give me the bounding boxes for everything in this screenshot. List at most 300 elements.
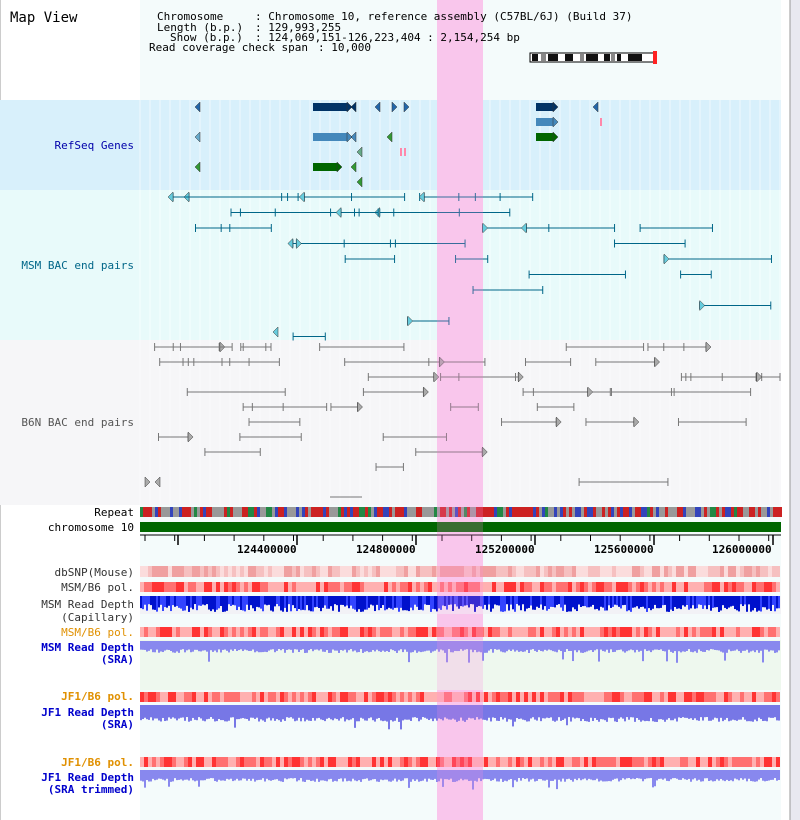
track-label-refseq[interactable]: RefSeq Genes xyxy=(54,139,134,152)
depth-bar xyxy=(614,770,616,779)
repeat-element xyxy=(167,507,170,517)
polymorphism-cell xyxy=(768,692,772,702)
depth-bar xyxy=(760,596,762,611)
polymorphism-cell xyxy=(416,692,420,702)
depth-bar xyxy=(228,596,230,604)
depth-bar xyxy=(412,705,414,717)
depth-bar xyxy=(722,770,724,780)
ideogram-band xyxy=(586,54,598,61)
polymorphism-cell xyxy=(252,627,256,637)
depth-bar xyxy=(488,596,490,604)
depth-bar xyxy=(146,770,148,780)
polymorphism-cell xyxy=(620,566,624,577)
depth-bar xyxy=(568,596,570,611)
polymorphism-cell xyxy=(224,757,228,767)
depth-bar xyxy=(256,641,258,651)
polymorphism-cell xyxy=(392,692,396,702)
repeat-element xyxy=(434,507,437,517)
depth-bar xyxy=(606,596,608,610)
polymorphism-cell xyxy=(744,757,748,767)
polymorphism-cell xyxy=(424,582,428,592)
depth-bar xyxy=(684,641,686,652)
depth-bar xyxy=(712,596,714,608)
depth-bar xyxy=(308,596,310,610)
repeat-element xyxy=(587,507,590,517)
polymorphism-cell xyxy=(516,757,520,767)
depth-bar xyxy=(768,705,770,717)
repeat-element xyxy=(215,507,218,517)
refseq-gene xyxy=(600,118,602,126)
depth-bar xyxy=(276,770,278,779)
polymorphism-cell xyxy=(432,627,436,637)
polymorphism-cell xyxy=(496,692,500,702)
polymorphism-cell xyxy=(372,692,376,702)
depth-bar xyxy=(624,705,626,721)
polymorphism-cell xyxy=(376,627,380,637)
polymorphism-cell xyxy=(212,582,216,592)
depth-bar xyxy=(148,596,150,604)
depth-bar xyxy=(336,705,338,719)
polymorphism-cell xyxy=(204,692,208,702)
depth-bar xyxy=(248,641,250,651)
depth-bar xyxy=(734,770,736,778)
depth-bar xyxy=(598,770,600,782)
depth-bar xyxy=(610,596,612,608)
polymorphism-cell xyxy=(488,627,492,637)
polymorphism-cell xyxy=(528,757,532,767)
depth-bar xyxy=(302,641,304,649)
polymorphism-cell xyxy=(348,627,352,637)
polymorphism-cell xyxy=(420,757,424,767)
polymorphism-cell xyxy=(188,566,192,577)
depth-bar xyxy=(300,641,302,650)
polymorphism-cell xyxy=(716,757,720,767)
depth-bar xyxy=(602,705,604,719)
depth-bar xyxy=(544,596,546,606)
depth-bar xyxy=(276,641,278,651)
depth-bar xyxy=(316,705,318,718)
depth-bar xyxy=(574,596,576,609)
track-label-chromosome[interactable]: chromosome 10 xyxy=(47,521,134,534)
polymorphism-cell xyxy=(172,692,176,702)
polymorphism-cell xyxy=(400,692,404,702)
polymorphism-cell xyxy=(664,627,668,637)
track-label-msm-depth-sra-sub: (SRA) xyxy=(100,653,134,666)
depth-bar xyxy=(760,641,762,651)
depth-bar xyxy=(270,596,272,611)
polymorphism-cell xyxy=(284,566,288,577)
polymorphism-cell xyxy=(584,566,588,577)
depth-bar xyxy=(598,641,600,662)
polymorphism-cell xyxy=(340,566,344,577)
depth-bar xyxy=(704,705,706,717)
polymorphism-cell xyxy=(324,757,328,767)
depth-bar xyxy=(498,596,500,606)
polymorphism-cell xyxy=(280,692,284,702)
depth-bar xyxy=(188,641,190,650)
polymorphism-cell xyxy=(344,757,348,767)
polymorphism-cell xyxy=(684,757,688,767)
polymorphism-cell xyxy=(688,692,692,702)
depth-bar xyxy=(642,770,644,781)
polymorphism-cell xyxy=(500,566,504,577)
depth-bar xyxy=(500,596,502,611)
depth-bar xyxy=(166,770,168,779)
polymorphism-cell xyxy=(308,566,312,577)
depth-bar xyxy=(258,705,260,721)
depth-bar xyxy=(170,705,172,719)
polymorphism-cell xyxy=(500,757,504,767)
depth-bar xyxy=(648,596,650,608)
depth-bar xyxy=(704,770,706,778)
depth-bar xyxy=(186,596,188,606)
repeat-element xyxy=(386,507,389,517)
depth-bar xyxy=(308,641,310,650)
polymorphism-cell xyxy=(648,582,652,592)
depth-bar xyxy=(158,770,160,779)
depth-bar xyxy=(376,705,378,719)
polymorphism-cell xyxy=(376,692,380,702)
depth-bar xyxy=(242,770,244,778)
polymorphism-cell xyxy=(720,692,724,702)
depth-bar xyxy=(226,770,228,779)
polymorphism-cell xyxy=(188,582,192,592)
depth-bar xyxy=(766,641,768,650)
depth-bar xyxy=(686,705,688,718)
depth-bar xyxy=(702,705,704,721)
repeat-element xyxy=(314,507,317,517)
depth-bar xyxy=(282,770,284,782)
polymorphism-cell xyxy=(276,692,280,702)
polymorphism-cell xyxy=(744,627,748,637)
polymorphism-cell xyxy=(308,627,312,637)
polymorphism-cell xyxy=(376,582,380,592)
polymorphism-cell xyxy=(144,692,148,702)
depth-bar xyxy=(626,705,628,717)
depth-bar xyxy=(676,770,678,779)
depth-bar xyxy=(726,770,728,780)
depth-bar xyxy=(236,641,238,651)
polymorphism-cell xyxy=(256,627,260,637)
track-label-msm-depth-sra[interactable]: MSM Read Depth xyxy=(41,641,134,654)
depth-bar xyxy=(702,641,704,652)
depth-bar xyxy=(376,596,378,605)
polymorphism-cell xyxy=(492,582,496,592)
track-label-jf1-depth-sra[interactable]: JF1 Read Depth xyxy=(41,706,134,719)
polymorphism-cell xyxy=(428,582,432,592)
polymorphism-cell xyxy=(576,757,580,767)
repeat-element xyxy=(407,507,410,517)
depth-bar xyxy=(210,596,212,611)
depth-bar xyxy=(730,641,732,651)
polymorphism-cell xyxy=(372,566,376,577)
depth-bar xyxy=(208,770,210,779)
polymorphism-cell xyxy=(680,582,684,592)
chromosome-value: : Chromosome 10, reference assembly (C57BL/6J) (Build 37) xyxy=(255,10,633,23)
depth-bar xyxy=(254,705,256,719)
depth-bar xyxy=(774,596,776,611)
track-label-jf1-b6-pol-2[interactable]: JF1/B6 pol. xyxy=(61,756,134,769)
depth-bar xyxy=(174,770,176,778)
polymorphism-cell xyxy=(756,582,760,592)
depth-bar xyxy=(686,770,688,780)
track-label-msm-b6-pol-2[interactable]: MSM/B6 pol. xyxy=(61,626,134,639)
polymorphism-cell xyxy=(592,566,596,577)
polymorphism-cell xyxy=(264,566,268,577)
depth-bar xyxy=(324,641,326,652)
depth-bar xyxy=(284,641,286,653)
polymorphism-cell xyxy=(140,627,144,637)
depth-bar xyxy=(282,641,284,649)
polymorphism-cell xyxy=(260,582,264,592)
depth-bar xyxy=(244,641,246,650)
depth-bar xyxy=(536,596,538,607)
depth-bar xyxy=(562,705,564,720)
depth-bar xyxy=(430,596,432,612)
depth-bar xyxy=(598,705,600,722)
depth-bar xyxy=(524,641,526,651)
polymorphism-cell xyxy=(176,627,180,637)
track-label-msm-bac[interactable]: MSM BAC end pairs xyxy=(21,259,134,272)
depth-bar xyxy=(640,596,642,607)
repeat-element xyxy=(737,507,740,517)
depth-bar xyxy=(148,770,150,782)
polymorphism-cell xyxy=(736,582,740,592)
track-label-jf1-b6-pol-1[interactable]: JF1/B6 pol. xyxy=(61,690,134,703)
depth-bar xyxy=(500,705,502,717)
depth-bar xyxy=(732,641,734,651)
track-label-dbsnp[interactable]: dbSNP(Mouse) xyxy=(54,566,134,579)
depth-bar xyxy=(230,770,232,779)
polymorphism-cell xyxy=(776,582,780,592)
depth-bar xyxy=(192,641,194,652)
depth-bar xyxy=(560,596,562,607)
polymorphism-cell xyxy=(704,582,708,592)
depth-bar xyxy=(366,596,368,610)
depth-bar xyxy=(364,770,366,779)
polymorphism-cell xyxy=(184,582,188,592)
depth-bar xyxy=(702,770,704,781)
polymorphism-cell xyxy=(536,692,540,702)
depth-bar xyxy=(584,596,586,606)
depth-bar xyxy=(708,770,710,781)
repeat-element xyxy=(653,507,656,517)
depth-bar xyxy=(382,770,384,780)
polymorphism-cell xyxy=(708,566,712,577)
depth-bar xyxy=(746,596,748,612)
depth-bar xyxy=(558,705,560,717)
polymorphism-cell xyxy=(680,757,684,767)
depth-bar xyxy=(622,596,624,605)
depth-bar xyxy=(562,770,564,779)
depth-bar xyxy=(332,596,334,611)
polymorphism-cell xyxy=(424,692,428,702)
depth-bar xyxy=(376,641,378,650)
polymorphism-cell xyxy=(160,627,164,637)
depth-bar xyxy=(434,596,436,609)
depth-bar xyxy=(546,705,548,718)
depth-bar xyxy=(632,641,634,650)
polymorphism-cell xyxy=(644,692,648,702)
depth-bar xyxy=(596,770,598,779)
polymorphism-cell xyxy=(552,627,556,637)
polymorphism-cell xyxy=(416,566,420,577)
depth-bar xyxy=(332,705,334,720)
depth-bar xyxy=(552,641,554,651)
depth-bar xyxy=(724,596,726,608)
repeat-element xyxy=(731,507,734,517)
polymorphism-cell xyxy=(568,692,572,702)
depth-bar xyxy=(238,596,240,607)
depth-bar xyxy=(304,641,306,653)
track-label-msm-b6-pol-1[interactable]: MSM/B6 pol. xyxy=(61,581,134,594)
depth-bar xyxy=(210,705,212,717)
polymorphism-cell xyxy=(624,566,628,577)
depth-bar xyxy=(418,641,420,651)
depth-bar xyxy=(496,705,498,721)
polymorphism-cell xyxy=(676,757,680,767)
depth-bar xyxy=(238,770,240,781)
length-value: : 129,993,255 xyxy=(255,21,342,34)
polymorphism-cell xyxy=(640,566,644,577)
polymorphism-cell xyxy=(628,757,632,767)
depth-bar xyxy=(528,770,530,782)
depth-bar xyxy=(350,770,352,781)
depth-bar xyxy=(554,770,556,779)
depth-bar xyxy=(524,770,526,779)
depth-bar xyxy=(626,596,628,611)
depth-bar xyxy=(538,596,540,608)
depth-bar xyxy=(250,770,252,781)
depth-bar xyxy=(646,596,648,612)
polymorphism-cell xyxy=(680,566,684,577)
polymorphism-cell xyxy=(364,566,368,577)
repeat-element xyxy=(326,507,329,517)
polymorphism-cell xyxy=(296,692,300,702)
polymorphism-cell xyxy=(144,566,148,577)
depth-bar xyxy=(754,641,756,652)
repeat-element xyxy=(269,507,272,517)
depth-bar xyxy=(552,705,554,721)
depth-bar xyxy=(262,705,264,720)
repeat-element xyxy=(227,507,230,517)
polymorphism-cell xyxy=(560,692,564,702)
polymorphism-cell xyxy=(600,582,604,592)
polymorphism-cell xyxy=(316,627,320,637)
depth-bar xyxy=(530,641,532,650)
length-key: Length (b.p.) xyxy=(157,21,244,34)
polymorphism-cell xyxy=(648,566,652,577)
depth-bar xyxy=(236,705,238,719)
depth-bar xyxy=(746,641,748,650)
polymorphism-cell xyxy=(516,566,520,577)
depth-bar xyxy=(602,596,604,608)
polymorphism-cell xyxy=(644,627,648,637)
depth-bar xyxy=(674,641,676,651)
polymorphism-cell xyxy=(360,582,364,592)
depth-bar xyxy=(684,770,686,779)
polymorphism-cell xyxy=(244,627,248,637)
depth-bar xyxy=(256,596,258,607)
track-label-repeat[interactable]: Repeat xyxy=(94,506,134,519)
depth-bar xyxy=(180,705,182,718)
depth-bar xyxy=(636,705,638,718)
polymorphism-cell xyxy=(496,757,500,767)
polymorphism-cell xyxy=(652,627,656,637)
depth-bar xyxy=(254,641,256,652)
polymorphism-cell xyxy=(736,566,740,577)
repeat-element xyxy=(329,507,332,517)
polymorphism-cell xyxy=(300,692,304,702)
depth-bar xyxy=(346,705,348,719)
polymorphism-cell xyxy=(312,692,316,702)
depth-bar xyxy=(652,641,654,650)
polymorphism-cell xyxy=(544,692,548,702)
depth-bar xyxy=(240,770,242,780)
depth-bar xyxy=(350,705,352,719)
polymorphism-cell xyxy=(284,627,288,637)
depth-bar xyxy=(142,596,144,609)
depth-bar xyxy=(756,641,758,650)
polymorphism-cell xyxy=(256,582,260,592)
depth-bar xyxy=(292,596,294,605)
depth-bar xyxy=(648,641,650,651)
polymorphism-cell xyxy=(420,692,424,702)
depth-bar xyxy=(510,705,512,720)
polymorphism-cell xyxy=(508,627,512,637)
polymorphism-cell xyxy=(320,627,324,637)
polymorphism-cell xyxy=(684,582,688,592)
depth-bar xyxy=(378,705,380,718)
polymorphism-cell xyxy=(184,692,188,702)
repeat-element xyxy=(704,507,707,517)
depth-bar xyxy=(742,705,744,717)
track-label-jf1-depth-trimmed[interactable]: JF1 Read Depth xyxy=(41,771,134,784)
track-label-msm-depth-capillary[interactable]: MSM Read Depth xyxy=(41,598,134,611)
depth-bar xyxy=(344,770,346,778)
depth-bar xyxy=(578,641,580,650)
polymorphism-cell xyxy=(660,566,664,577)
polymorphism-cell xyxy=(744,566,748,577)
ruler-tick-label: 125200000 xyxy=(475,543,535,556)
depth-bar xyxy=(586,641,588,651)
polymorphism-cell xyxy=(500,582,504,592)
depth-bar xyxy=(636,770,638,778)
track-label-b6n-bac[interactable]: B6N BAC end pairs xyxy=(21,416,134,429)
depth-bar xyxy=(572,596,574,607)
ruler-tick-label: 125600000 xyxy=(594,543,654,556)
depth-bar xyxy=(210,770,212,778)
polymorphism-cell xyxy=(732,692,736,702)
depth-bar xyxy=(610,770,612,781)
polymorphism-cell xyxy=(228,627,232,637)
depth-bar xyxy=(352,705,354,718)
repeat-element xyxy=(254,507,257,517)
polymorphism-cell xyxy=(172,627,176,637)
depth-bar xyxy=(590,596,592,607)
depth-bar xyxy=(294,641,296,649)
depth-bar xyxy=(410,596,412,608)
depth-bar xyxy=(394,705,396,721)
depth-bar xyxy=(752,641,754,651)
repeat-element xyxy=(341,507,344,517)
depth-bar xyxy=(614,596,616,605)
depth-bar xyxy=(200,596,202,606)
polymorphism-cell xyxy=(404,692,408,702)
depth-bar xyxy=(214,641,216,651)
polymorphism-cell xyxy=(140,582,144,592)
depth-bar xyxy=(334,705,336,718)
